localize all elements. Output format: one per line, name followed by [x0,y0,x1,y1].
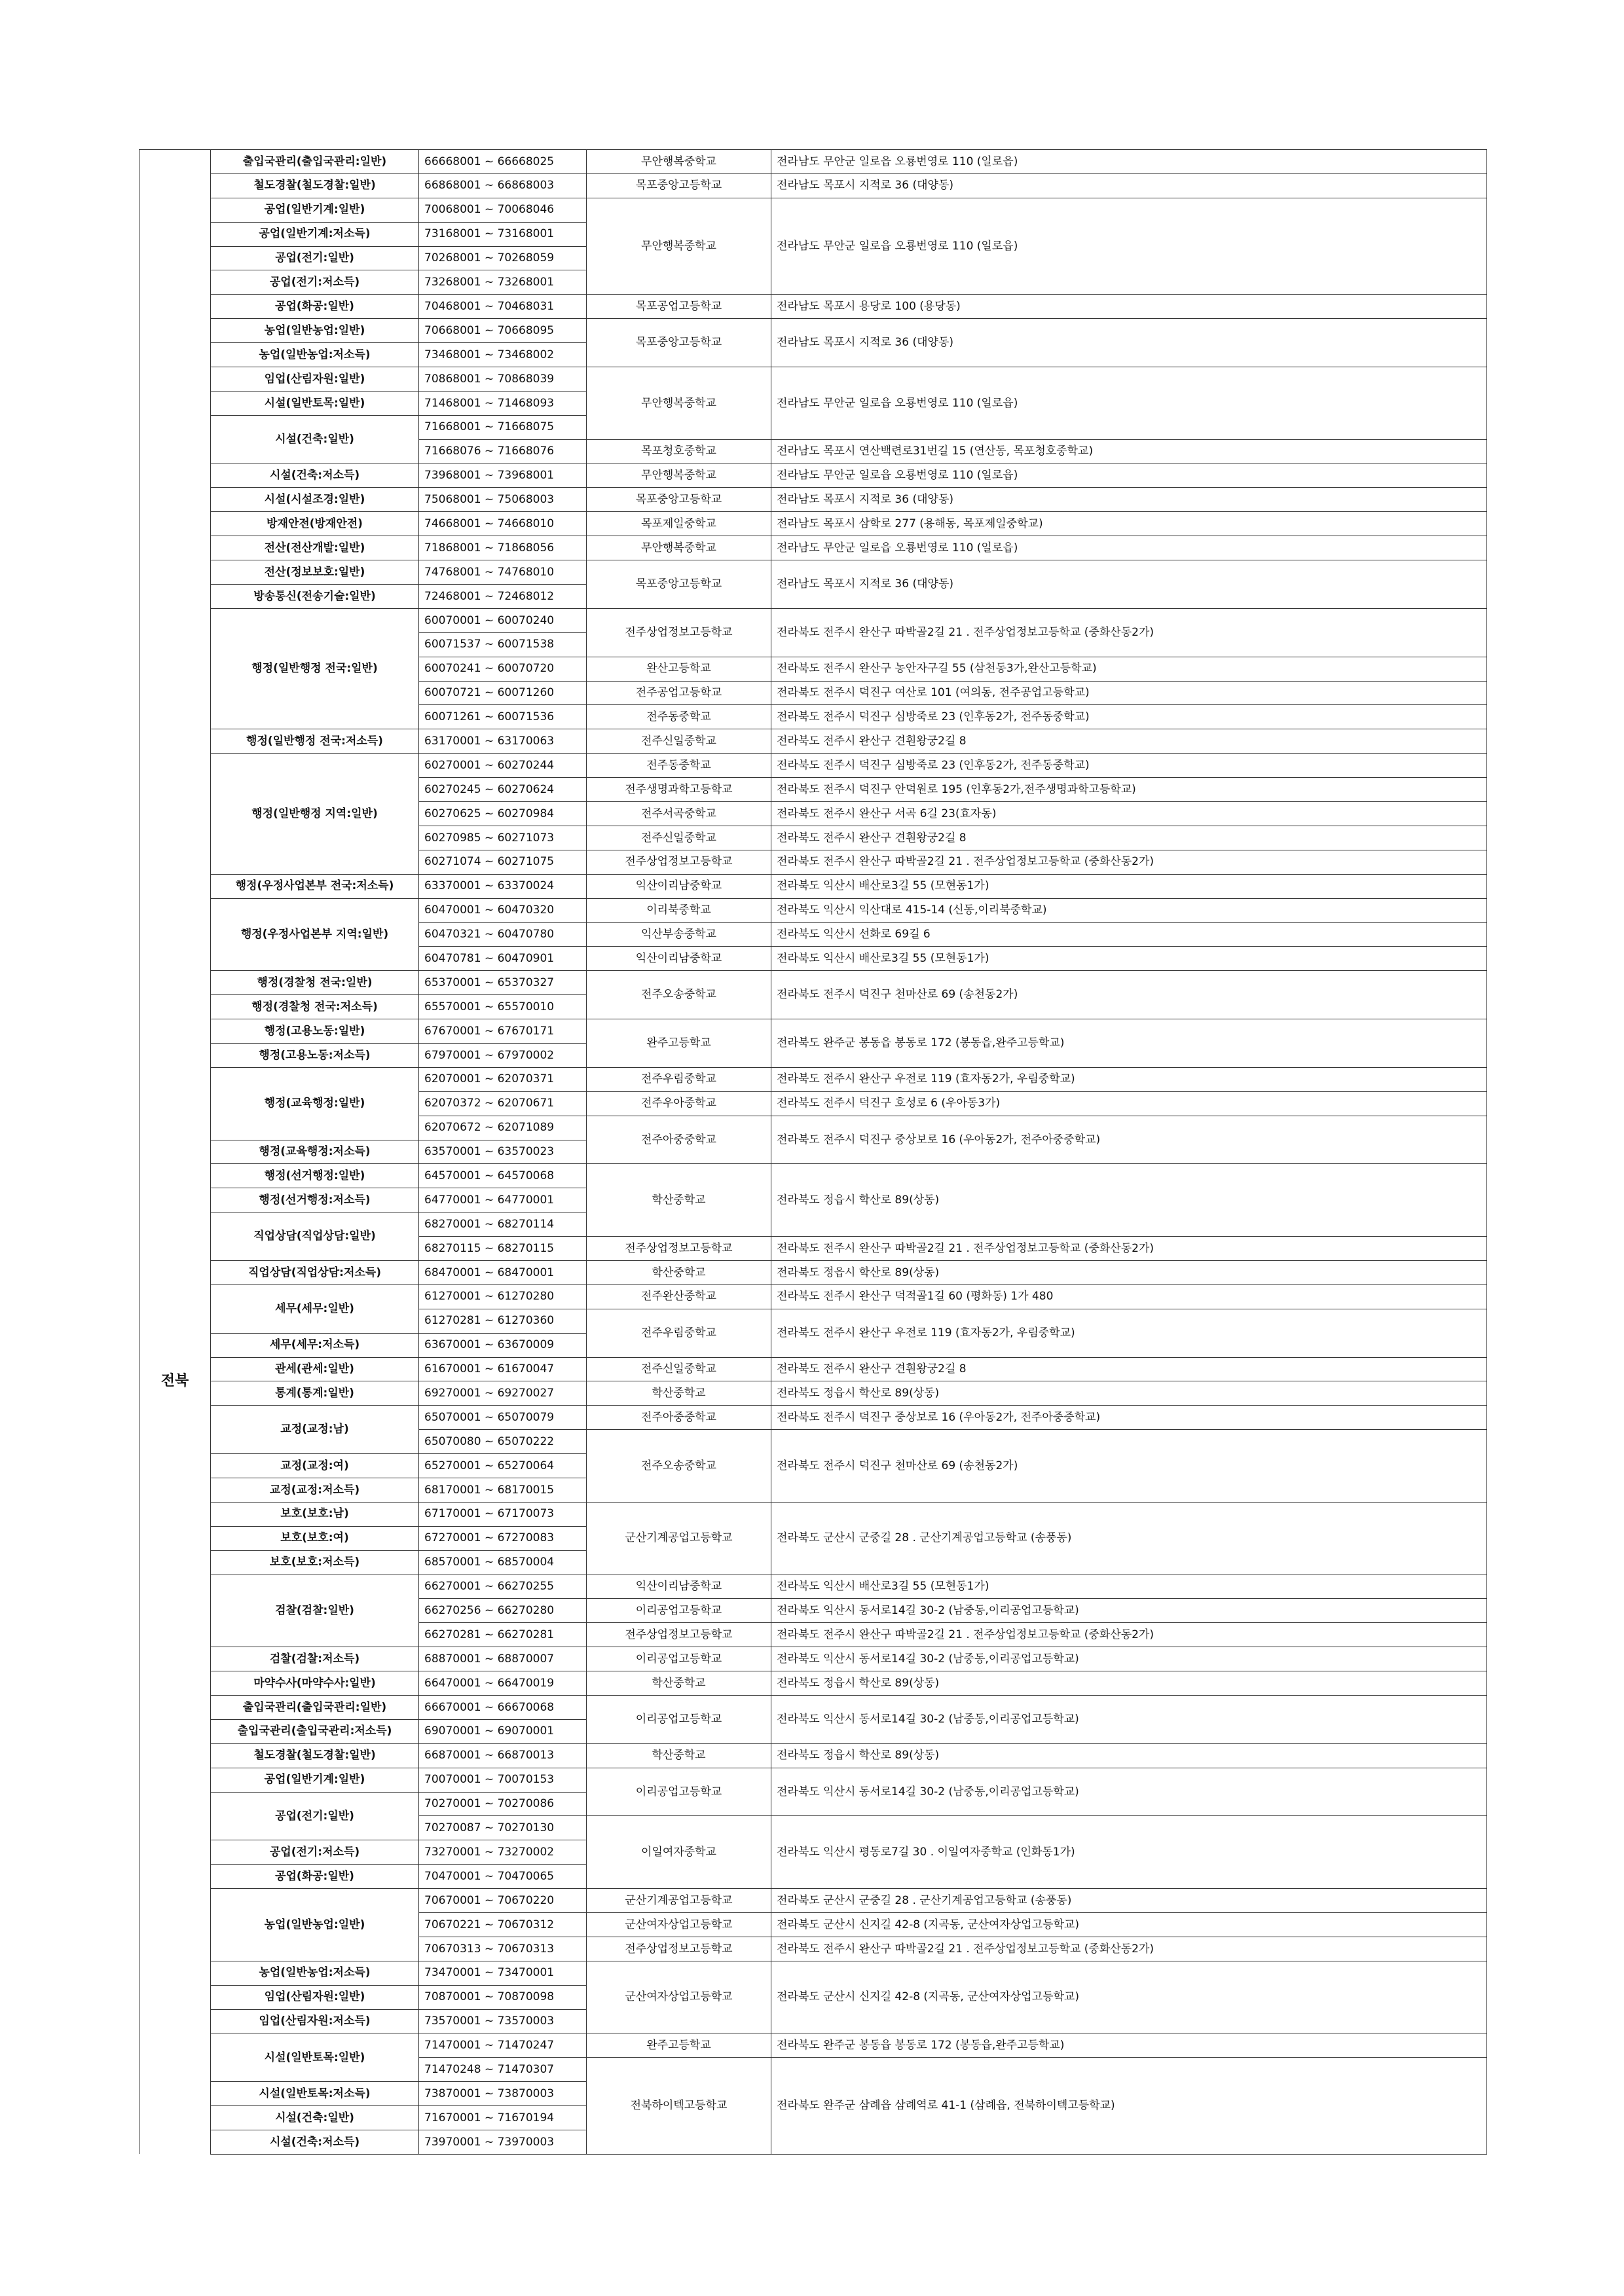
exam-number-range-cell: 70268001 ~ 70268059 [419,246,587,270]
position-cell: 행정(일반행정 전국:일반) [211,608,419,729]
school-cell: 학산중학교 [587,1743,771,1768]
school-cell: 군산여자상업고등학교 [587,1913,771,1937]
exam-number-range-cell: 70868001 ~ 70868039 [419,367,587,392]
school-cell: 학산중학교 [587,1381,771,1406]
school-cell: 이리공업고등학교 [587,1696,771,1744]
school-cell: 군산여자상업고등학교 [587,1961,771,2033]
position-cell: 농업(일반농업:저소득) [211,343,419,367]
address-cell: 전라북도 전주시 덕진구 안덕원로 195 (인후동2가,전주생명과학고등학교) [771,778,1487,802]
address-cell: 전라남도 무안군 일로읍 오룡번영로 110 (일로읍) [771,150,1487,174]
exam-number-range-cell: 74668001 ~ 74668010 [419,512,587,536]
address-cell: 전라남도 목포시 지적로 36 (대양동) [771,488,1487,512]
exam-number-range-cell: 73468001 ~ 73468002 [419,343,587,367]
exam-number-range-cell: 68870001 ~ 68870007 [419,1647,587,1671]
exam-number-range-cell: 68270001 ~ 68270114 [419,1212,587,1237]
address-cell: 전라북도 군산시 군중길 28 . 군산기계공업고등학교 (송풍동) [771,1889,1487,1913]
address-cell: 전라북도 전주시 완산구 서곡 6길 23(효자동) [771,802,1487,826]
exam-number-range-cell: 71868001 ~ 71868056 [419,536,587,560]
school-cell: 전주신일중학교 [587,1357,771,1381]
exam-number-range-cell: 65270001 ~ 65270064 [419,1454,587,1478]
exam-number-range-cell: 73270001 ~ 73270002 [419,1840,587,1865]
school-cell: 전주우아중학교 [587,1091,771,1116]
school-cell: 목포중앙고등학교 [587,319,771,367]
exam-number-range-cell: 66870001 ~ 66870013 [419,1743,587,1768]
address-cell: 전라북도 군산시 신지길 42-8 (지곡동, 군산여자상업고등학교) [771,1913,1487,1937]
position-cell: 보호(보호:여) [211,1526,419,1550]
position-cell: 철도경찰(철도경찰:일반) [211,1743,419,1768]
exam-number-range-cell: 71668001 ~ 71668075 [419,415,587,439]
table-row [139,150,1487,174]
position-cell: 임업(산림자원:일반) [211,367,419,392]
position-cell: 공업(전기:일반) [211,1792,419,1840]
school-cell: 전주오송중학교 [587,971,771,1019]
exam-number-range-cell: 70070001 ~ 70070153 [419,1768,587,1792]
school-cell: 이리공업고등학교 [587,1599,771,1623]
position-cell: 마약수사(마약수사:일반) [211,1671,419,1696]
exam-number-range-cell: 66270001 ~ 66270255 [419,1575,587,1599]
position-cell: 임업(산림자원:일반) [211,1985,419,2009]
position-cell: 보호(보호:남) [211,1502,419,1526]
exam-number-range-cell: 62070001 ~ 62070371 [419,1067,587,1091]
address-cell: 전라남도 목포시 지적로 36 (대양동) [771,560,1487,609]
position-cell: 농업(일반농업:일반) [211,1889,419,1961]
school-cell: 완주고등학교 [587,1019,771,1068]
address-cell: 전라북도 전주시 완산구 덕적골1길 60 (평화동) 1가 480 [771,1285,1487,1309]
exam-number-range-cell: 65070080 ~ 65070222 [419,1430,587,1454]
school-cell: 전주상업정보고등학교 [587,850,771,874]
position-cell: 출입국관리(출입국관리:일반) [211,1696,419,1720]
table-row [139,1164,1487,1188]
address-cell: 전라북도 전주시 완산구 따박골2길 21 . 전주상업정보고등학교 (중화산동2가) [771,1237,1487,1261]
position-cell: 교정(교정:저소득) [211,1478,419,1502]
address-cell: 전라북도 전주시 완산구 우전로 119 (효자동2가, 우림중학교) [771,1309,1487,1357]
exam-number-range-cell: 63670001 ~ 63670009 [419,1333,587,1357]
position-cell: 출입국관리(출입국관리:일반) [211,150,419,174]
exam-number-range-cell: 71470001 ~ 71470247 [419,2033,587,2058]
exam-number-range-cell: 60270625 ~ 60270984 [419,802,587,826]
address-cell: 전라북도 정읍시 학산로 89(상동) [771,1381,1487,1406]
position-cell: 직업상담(직업상담:일반) [211,1212,419,1261]
exam-venue-table [139,149,1487,2155]
address-cell: 전라남도 목포시 지적로 36 (대양동) [771,319,1487,367]
school-cell: 익산이리남중학교 [587,874,771,898]
exam-number-range-cell: 74768001 ~ 74768010 [419,560,587,585]
table-row [139,1647,1487,1671]
position-cell: 공업(일반기계:일반) [211,198,419,222]
school-cell: 무안행복중학교 [587,464,771,488]
school-cell: 목포청호중학교 [587,439,771,464]
position-cell: 출입국관리(출입국관리:저소득) [211,1719,419,1743]
exam-number-range-cell: 71670001 ~ 71670194 [419,2106,587,2130]
address-cell: 전라북도 군산시 군중길 28 . 군산기계공업고등학교 (송풍동) [771,1502,1487,1575]
table-row [139,319,1487,343]
address-cell: 전라북도 익산시 배산로3길 55 (모현동1가) [771,947,1487,971]
position-cell: 방재안전(방재안전) [211,512,419,536]
position-cell: 행정(선거행정:저소득) [211,1188,419,1212]
address-cell: 전라북도 정읍시 학산로 89(상동) [771,1671,1487,1696]
exam-number-range-cell: 68170001 ~ 68170015 [419,1478,587,1502]
address-cell: 전라북도 전주시 덕진구 천마산로 69 (송천동2가) [771,1430,1487,1503]
position-cell: 행정(선거행정:일반) [211,1164,419,1188]
position-cell: 세무(세무:일반) [211,1285,419,1333]
table-row [139,464,1487,488]
table-row [139,1285,1487,1309]
exam-number-range-cell: 70270087 ~ 70270130 [419,1816,587,1840]
address-cell: 전라북도 전주시 완산구 따박골2길 21 . 전주상업정보고등학교 (중화산동2가) [771,608,1487,657]
address-cell: 전라북도 익산시 동서로14길 30-2 (남중동,이리공업고등학교) [771,1647,1487,1671]
position-cell: 행정(고용노동:일반) [211,1019,419,1044]
exam-number-range-cell: 66668001 ~ 66668025 [419,150,587,174]
exam-number-range-cell: 73970001 ~ 73970003 [419,2130,587,2155]
address-cell: 전라북도 익산시 동서로14길 30-2 (남중동,이리공업고등학교) [771,1768,1487,1816]
exam-number-range-cell: 70670001 ~ 70670220 [419,1889,587,1913]
school-cell: 전주서곡중학교 [587,802,771,826]
table-row [139,512,1487,536]
position-cell: 관세(관세:일반) [211,1357,419,1381]
address-cell: 전라북도 완주군 봉동읍 봉동로 172 (봉동읍,완주고등학교) [771,2033,1487,2058]
address-cell: 전라북도 익산시 평동로7길 30 . 이일여자중학교 (인화동1가) [771,1816,1487,1889]
position-cell: 전산(정보보호:일반) [211,560,419,585]
school-cell: 익산부송중학교 [587,922,771,947]
exam-number-range-cell: 75068001 ~ 75068003 [419,488,587,512]
position-cell: 행정(경찰청 전국:일반) [211,971,419,995]
exam-number-range-cell: 68270115 ~ 68270115 [419,1237,587,1261]
exam-number-range-cell: 65370001 ~ 65370327 [419,971,587,995]
exam-number-range-cell: 70670221 ~ 70670312 [419,1913,587,1937]
address-cell: 전라남도 목포시 삼학로 277 (용해동, 목포제일중학교) [771,512,1487,536]
address-cell: 전라북도 익산시 익산대로 415-14 (신동,이리북중학교) [771,898,1487,922]
exam-number-range-cell: 63170001 ~ 63170063 [419,729,587,754]
table-row [139,1768,1487,1792]
school-cell: 전주아중중학교 [587,1406,771,1430]
address-cell: 전라북도 전주시 완산구 견훤왕궁2길 8 [771,729,1487,754]
school-cell: 전주상업정보고등학교 [587,1623,771,1647]
address-cell: 전라남도 목포시 용당로 100 (용당동) [771,295,1487,319]
position-cell: 시설(건축:일반) [211,415,419,464]
position-cell: 공업(화공:일반) [211,1865,419,1889]
position-cell: 공업(전기:저소득) [211,1840,419,1865]
table-row [139,1743,1487,1768]
address-cell: 전라북도 전주시 덕진구 심방죽로 23 (인후동2가, 전주동중학교) [771,754,1487,778]
exam-number-range-cell: 72468001 ~ 72468012 [419,585,587,609]
exam-number-range-cell: 60071537 ~ 60071538 [419,632,587,657]
school-cell: 학산중학교 [587,1671,771,1696]
exam-number-range-cell: 73168001 ~ 73168001 [419,222,587,246]
address-cell: 전라남도 무안군 일로읍 오룡번영로 110 (일로읍) [771,464,1487,488]
exam-number-range-cell: 66670001 ~ 66670068 [419,1696,587,1720]
school-cell: 전주상업정보고등학교 [587,1237,771,1261]
exam-number-range-cell: 60070001 ~ 60070240 [419,608,587,632]
address-cell: 전라북도 전주시 완산구 따박골2길 21 . 전주상업정보고등학교 (중화산동2가) [771,1623,1487,1647]
school-cell: 전주완산중학교 [587,1285,771,1309]
school-cell: 목포중앙고등학교 [587,173,771,198]
exam-number-range-cell: 60070241 ~ 60070720 [419,657,587,681]
address-cell: 전라북도 전주시 덕진구 호성로 6 (우아동3가) [771,1091,1487,1116]
exam-venue-table-body [139,150,1487,2155]
school-cell: 이리공업고등학교 [587,1768,771,1816]
exam-number-range-cell: 60470781 ~ 60470901 [419,947,587,971]
exam-number-range-cell: 60470001 ~ 60470320 [419,898,587,922]
table-row [139,198,1487,222]
address-cell: 전라북도 전주시 완산구 견훤왕궁2길 8 [771,826,1487,850]
position-cell: 행정(교육행정:일반) [211,1067,419,1140]
school-cell: 무안행복중학교 [587,367,771,440]
address-cell: 전라남도 목포시 지적로 36 (대양동) [771,173,1487,198]
exam-number-range-cell: 66868001 ~ 66868003 [419,173,587,198]
position-cell: 검찰(검찰:일반) [211,1575,419,1647]
table-row [139,1357,1487,1381]
address-cell: 전라북도 전주시 완산구 우전로 119 (효자동2가, 우림중학교) [771,1067,1487,1091]
exam-number-range-cell: 68470001 ~ 68470001 [419,1260,587,1285]
position-cell: 시설(시설조경:일반) [211,488,419,512]
school-cell: 전주동중학교 [587,705,771,729]
exam-number-range-cell: 70470001 ~ 70470065 [419,1865,587,1889]
school-cell: 무안행복중학교 [587,150,771,174]
school-cell: 이리북중학교 [587,898,771,922]
school-cell: 전주우림중학교 [587,1067,771,1091]
position-cell: 시설(건축:일반) [211,2106,419,2130]
exam-number-range-cell: 73268001 ~ 73268001 [419,270,587,295]
school-cell: 전주동중학교 [587,754,771,778]
address-cell: 전라남도 무안군 일로읍 오룡번영로 110 (일로읍) [771,198,1487,295]
school-cell: 익산이리남중학교 [587,1575,771,1599]
school-cell: 이일여자중학교 [587,1816,771,1889]
table-row [139,488,1487,512]
address-cell: 전라북도 정읍시 학산로 89(상동) [771,1743,1487,1768]
address-cell: 전라북도 정읍시 학산로 89(상동) [771,1260,1487,1285]
table-row [139,729,1487,754]
exam-number-range-cell: 73470001 ~ 73470001 [419,1961,587,1985]
table-row [139,536,1487,560]
school-cell: 학산중학교 [587,1164,771,1237]
table-row [139,754,1487,778]
address-cell: 전라북도 전주시 완산구 따박골2길 21 . 전주상업정보고등학교 (중화산동2가) [771,850,1487,874]
school-cell: 목포공업고등학교 [587,295,771,319]
address-cell: 전라북도 전주시 완산구 농안자구길 55 (삼천동3가,완산고등학교) [771,657,1487,681]
address-cell: 전라북도 전주시 덕진구 중상보로 16 (우아동2가, 전주아중중학교) [771,1116,1487,1164]
table-row [139,1260,1487,1285]
exam-number-range-cell: 61270281 ~ 61270360 [419,1309,587,1333]
position-cell: 방송통신(전송기술:일반) [211,585,419,609]
table-row [139,971,1487,995]
address-cell: 전라북도 전주시 덕진구 여산로 101 (여의동, 전주공업고등학교) [771,681,1487,705]
school-cell: 군산기계공업고등학교 [587,1502,771,1575]
school-cell: 전주상업정보고등학교 [587,1937,771,1961]
address-cell: 전라북도 군산시 신지길 42-8 (지곡동, 군산여자상업고등학교) [771,1961,1487,2033]
exam-number-range-cell: 69270001 ~ 69270027 [419,1381,587,1406]
exam-number-range-cell: 60270001 ~ 60270244 [419,754,587,778]
table-row [139,173,1487,198]
position-cell: 교정(교정:여) [211,1454,419,1478]
exam-number-range-cell: 63570001 ~ 63570023 [419,1140,587,1164]
address-cell: 전라북도 전주시 완산구 따박골2길 21 . 전주상업정보고등학교 (중화산동2가) [771,1937,1487,1961]
address-cell: 전라북도 전주시 덕진구 천마산로 69 (송천동2가) [771,971,1487,1019]
table-row [139,1889,1487,1913]
position-cell: 시설(건축:저소득) [211,2130,419,2155]
school-cell: 전주공업고등학교 [587,681,771,705]
table-row [139,295,1487,319]
school-cell: 이리공업고등학교 [587,1647,771,1671]
position-cell: 시설(일반토목:일반) [211,391,419,415]
school-cell: 전북하이텍고등학교 [587,2058,771,2155]
position-cell: 농업(일반농업:저소득) [211,1961,419,1985]
address-cell: 전라북도 전주시 덕진구 중상보로 16 (우아동2가, 전주아중중학교) [771,1406,1487,1430]
school-cell: 무안행복중학교 [587,198,771,295]
school-cell: 완주고등학교 [587,2033,771,2058]
school-cell: 목포중앙고등학교 [587,488,771,512]
address-cell: 전라북도 익산시 동서로14길 30-2 (남중동,이리공업고등학교) [771,1696,1487,1744]
exam-number-range-cell: 70468001 ~ 70468031 [419,295,587,319]
table-row [139,1696,1487,1720]
exam-number-range-cell: 65570001 ~ 65570010 [419,995,587,1019]
address-cell: 전라북도 완주군 봉동읍 봉동로 172 (봉동읍,완주고등학교) [771,1019,1487,1068]
exam-number-range-cell: 67970001 ~ 67970002 [419,1043,587,1067]
table-row [139,2033,1487,2058]
school-cell: 전주아중중학교 [587,1116,771,1164]
region-cell: 전북 [139,608,211,2154]
address-cell: 전라남도 무안군 일로읍 오룡번영로 110 (일로읍) [771,367,1487,440]
exam-number-range-cell: 60071261 ~ 60071536 [419,705,587,729]
exam-number-range-cell: 66270256 ~ 66270280 [419,1599,587,1623]
position-cell: 철도경찰(철도경찰:일반) [211,173,419,198]
exam-number-range-cell: 64570001 ~ 64570068 [419,1164,587,1188]
exam-number-range-cell: 67670001 ~ 67670171 [419,1019,587,1044]
exam-number-range-cell: 71468001 ~ 71468093 [419,391,587,415]
address-cell: 전라북도 정읍시 학산로 89(상동) [771,1164,1487,1237]
position-cell: 공업(화공:일반) [211,295,419,319]
position-cell: 검찰(검찰:저소득) [211,1647,419,1671]
position-cell: 공업(일반기계:저소득) [211,222,419,246]
exam-number-range-cell: 70068001 ~ 70068046 [419,198,587,222]
table-row [139,874,1487,898]
position-cell: 공업(일반기계:일반) [211,1768,419,1792]
position-cell: 시설(일반토목:저소득) [211,2082,419,2106]
position-cell: 보호(보호:저소득) [211,1550,419,1575]
school-cell: 목포중앙고등학교 [587,560,771,609]
address-cell: 전라북도 익산시 동서로14길 30-2 (남중동,이리공업고등학교) [771,1599,1487,1623]
table-row [139,1961,1487,1985]
school-cell: 군산기계공업고등학교 [587,1889,771,1913]
table-row [139,560,1487,585]
exam-number-range-cell: 73968001 ~ 73968001 [419,464,587,488]
exam-number-range-cell: 62070372 ~ 62070671 [419,1091,587,1116]
address-cell: 전라남도 무안군 일로읍 오룡번영로 110 (일로읍) [771,536,1487,560]
table-row [139,1381,1487,1406]
position-cell: 시설(건축:저소득) [211,464,419,488]
position-cell: 행정(우정사업본부 전국:저소득) [211,874,419,898]
exam-number-range-cell: 71470248 ~ 71470307 [419,2058,587,2082]
position-cell: 세무(세무:저소득) [211,1333,419,1357]
exam-number-range-cell: 71668076 ~ 71668076 [419,439,587,464]
address-cell: 전라북도 전주시 완산구 견훤왕궁2길 8 [771,1357,1487,1381]
exam-number-range-cell: 68570001 ~ 68570004 [419,1550,587,1575]
exam-number-range-cell: 70270001 ~ 70270086 [419,1792,587,1816]
position-cell: 임업(산림자원:저소득) [211,2009,419,2033]
address-cell: 전라북도 익산시 선화로 69길 6 [771,922,1487,947]
table-row [139,367,1487,392]
exam-number-range-cell: 69070001 ~ 69070001 [419,1719,587,1743]
exam-number-range-cell: 67170001 ~ 67170073 [419,1502,587,1526]
region-cell [139,150,211,609]
exam-number-range-cell: 73570001 ~ 73570003 [419,2009,587,2033]
school-cell: 전주오송중학교 [587,1430,771,1503]
school-cell: 익산이리남중학교 [587,947,771,971]
position-cell: 전산(전산개발:일반) [211,536,419,560]
table-row [139,1067,1487,1091]
school-cell: 전주신일중학교 [587,729,771,754]
exam-number-range-cell: 73870001 ~ 73870003 [419,2082,587,2106]
exam-number-range-cell: 65070001 ~ 65070079 [419,1406,587,1430]
position-cell: 시설(일반토목:일반) [211,2033,419,2082]
school-cell: 전주생명과학고등학교 [587,778,771,802]
exam-number-range-cell: 60270245 ~ 60270624 [419,778,587,802]
position-cell: 행정(우정사업본부 지역:일반) [211,898,419,971]
school-cell: 완산고등학교 [587,657,771,681]
exam-number-range-cell: 60070721 ~ 60071260 [419,681,587,705]
position-cell: 공업(전기:저소득) [211,270,419,295]
school-cell: 무안행복중학교 [587,536,771,560]
address-cell: 전라북도 전주시 덕진구 심방죽로 23 (인후동2가, 전주동중학교) [771,705,1487,729]
exam-number-range-cell: 67270001 ~ 67270083 [419,1526,587,1550]
school-cell: 전주신일중학교 [587,826,771,850]
table-row [139,608,1487,632]
exam-number-range-cell: 60470321 ~ 60470780 [419,922,587,947]
table-row [139,1671,1487,1696]
address-cell: 전라남도 목포시 연산백련로31번길 15 (연산동, 목포청호중학교) [771,439,1487,464]
school-cell: 학산중학교 [587,1260,771,1285]
exam-number-range-cell: 64770001 ~ 64770001 [419,1188,587,1212]
address-cell: 전라북도 익산시 배산로3길 55 (모현동1가) [771,1575,1487,1599]
exam-number-range-cell: 70870001 ~ 70870098 [419,1985,587,2009]
position-cell: 농업(일반농업:일반) [211,319,419,343]
table-row [139,1406,1487,1430]
exam-number-range-cell: 61270001 ~ 61270280 [419,1285,587,1309]
school-cell: 목포제일중학교 [587,512,771,536]
position-cell: 행정(일반행정 전국:저소득) [211,729,419,754]
exam-number-range-cell: 66470001 ~ 66470019 [419,1671,587,1696]
address-cell: 전라북도 익산시 배산로3길 55 (모현동1가) [771,874,1487,898]
table-row [139,1575,1487,1599]
exam-number-range-cell: 60271074 ~ 60271075 [419,850,587,874]
exam-number-range-cell: 62070672 ~ 62071089 [419,1116,587,1140]
position-cell: 행정(고용노동:저소득) [211,1043,419,1067]
school-cell: 전주상업정보고등학교 [587,608,771,657]
school-cell: 전주우림중학교 [587,1309,771,1357]
table-row [139,898,1487,922]
exam-number-range-cell: 70668001 ~ 70668095 [419,319,587,343]
table-row [139,1502,1487,1526]
position-cell: 행정(교육행정:저소득) [211,1140,419,1164]
position-cell: 행정(경찰청 전국:저소득) [211,995,419,1019]
position-cell: 행정(일반행정 지역:일반) [211,754,419,874]
exam-number-range-cell: 63370001 ~ 63370024 [419,874,587,898]
position-cell: 통계(통계:일반) [211,1381,419,1406]
position-cell: 직업상담(직업상담:저소득) [211,1260,419,1285]
table-row [139,1019,1487,1044]
address-cell: 전라북도 완주군 삼례읍 삼례역로 41-1 (삼례읍, 전북하이텍고등학교) [771,2058,1487,2155]
exam-number-range-cell: 61670001 ~ 61670047 [419,1357,587,1381]
exam-number-range-cell: 66270281 ~ 66270281 [419,1623,587,1647]
exam-venue-table-page [139,149,1486,2147]
position-cell: 공업(전기:일반) [211,246,419,270]
position-cell: 교정(교정:남) [211,1406,419,1454]
exam-number-range-cell: 70670313 ~ 70670313 [419,1937,587,1961]
exam-number-range-cell: 60270985 ~ 60271073 [419,826,587,850]
